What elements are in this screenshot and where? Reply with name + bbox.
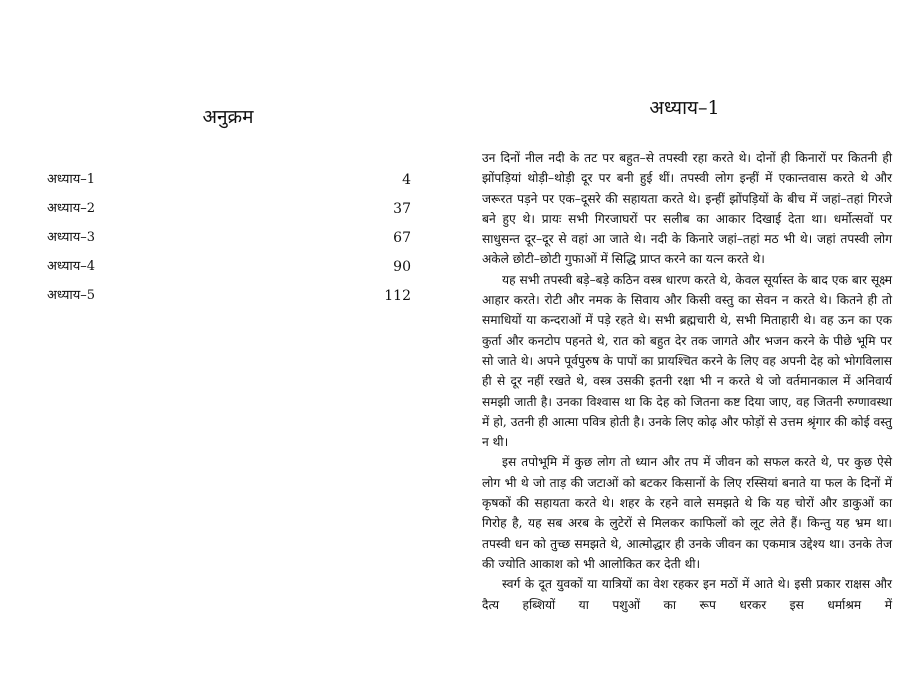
paragraph: स्वर्ग के दूत युवकों या यात्रियों का वेश रहकर इन मठों में आते थे। इसी प्रकार राक्षस और दैत्य हब्शियों या पशुओं का रूप धरकर इस धर्माश्रम में xyxy=(482,577,892,612)
toc-entry-page: 4 xyxy=(402,172,411,188)
paragraph: इस तपोभूमि में कुछ लोग तो ध्यान और तप में जीवन को सफल करते थे, पर कुछ ऐसे लोग भी थे जो ताड़ की जटाओं को बटकर किसानों के लिए रस्सियां बनाते या फल के दिनों में कृषकों की सहायता करते थे। शहर के रहने वाले समझते थे कि यह चोरों और डाकुओं का गिरोह है, यह सब अरब के लुटेरों से मिलकर काफिलों को लूट लेते हैं। किन्तु यह भ्रम था। तपस्वी धन को तुच्छ समझते थे, आत्मोद्धार ही उनके जीवन का एकमात्र उद्देश्य था। उनके तेज की ज्योति आकाश को भी आलोकित कर देती थी। xyxy=(482,455,892,571)
toc-entry[interactable] xyxy=(47,228,411,257)
paragraph: उन दिनों नील नदी के तट पर बहुत–से तपस्वी रहा करते थे। दोनों ही किनारों पर कितनी ही झोंपड़ियां थोड़ी–थोड़ी दूर पर बनी हुई थीं। तपस्वी लोग इन्हीं में एकान्तवास करते थे और जरूरत पड़ने पर एक–दूसरे की सहायता करते थे। इन्हीं झोंपड़ियों के बीच में जहां–तहां गिरजे बने हुए थे। प्रायः सभी गिरजाघरों पर सलीब का आकार दिखाई देता था। धर्मोत्सवों पर साधुसन्त दूर–दूर से वहां आ जाते थे। नदी के किनारे जहां–तहां मठ भी थे। जहां तपस्वी लोग अकेले छोटी–छोटी गुफाओं में सिद्धि प्राप्त करने का यत्न करते थे। xyxy=(482,151,892,267)
toc-entry-label: अध्याय–3 xyxy=(47,230,96,245)
paragraph: यह सभी तपस्वी बड़े–बड़े कठिन वस्त्र धारण करते थे, केवल सूर्यास्त के बाद एक बार सूक्ष्म आहार करते। रोटी और नमक के सिवाय और किसी वस्तु का सेवन न करते थे। कितने ही तो समाधियों या कन्दराओं में पड़े रहते थे। सभी ब्रह्मचारी थे, सभी मिताहारी थे। वह ऊन का एक कुर्ता और कनटोप पहनते थे, रात को बहुत देर तक जागते और भजन करने के पीछे भूमि पर सो जाते थे। अपने पूर्वपुरुष के पापों का प्रायश्चित करने के लिए वह अपनी देह को भोगविलास ही से दूर नहीं रखते थे, वस्त्र उसकी इतनी रक्षा भी न करते थे जो वर्तमानकाल में अनिवार्य समझी जाती है। उनका विश्वास था कि देह को जितना कष्ट दिया जाए, वह जितनी रुग्णावस्था में हो, उतनी ही आत्मा पवित्र होती है। उनके लिए कोढ़ और फोड़ों से उत्तम श्रृंगार की कोई वस्तु न थी। xyxy=(482,272,892,450)
toc-entry-label: अध्याय–4 xyxy=(47,259,96,274)
toc-entry[interactable] xyxy=(47,170,411,199)
toc-entry[interactable] xyxy=(47,199,411,228)
chapter-title: अध्याय–1 xyxy=(649,97,720,119)
toc-entry[interactable] xyxy=(47,257,411,286)
chapter-body xyxy=(482,148,892,615)
toc-entry-page: 67 xyxy=(393,230,411,246)
toc-entry-page: 37 xyxy=(393,201,411,217)
toc-entry-label: अध्याय–1 xyxy=(47,172,96,187)
toc-entry-label: अध्याय–2 xyxy=(47,201,96,216)
left-page xyxy=(0,0,456,700)
toc-title: अनुक्रम xyxy=(202,106,254,128)
right-page xyxy=(456,0,913,700)
toc-entry[interactable] xyxy=(47,286,411,315)
toc-entry-label: अध्याय–5 xyxy=(47,288,96,303)
table-of-contents xyxy=(47,170,411,315)
toc-entry-page: 112 xyxy=(384,288,411,304)
toc-entry-page: 90 xyxy=(393,259,411,275)
